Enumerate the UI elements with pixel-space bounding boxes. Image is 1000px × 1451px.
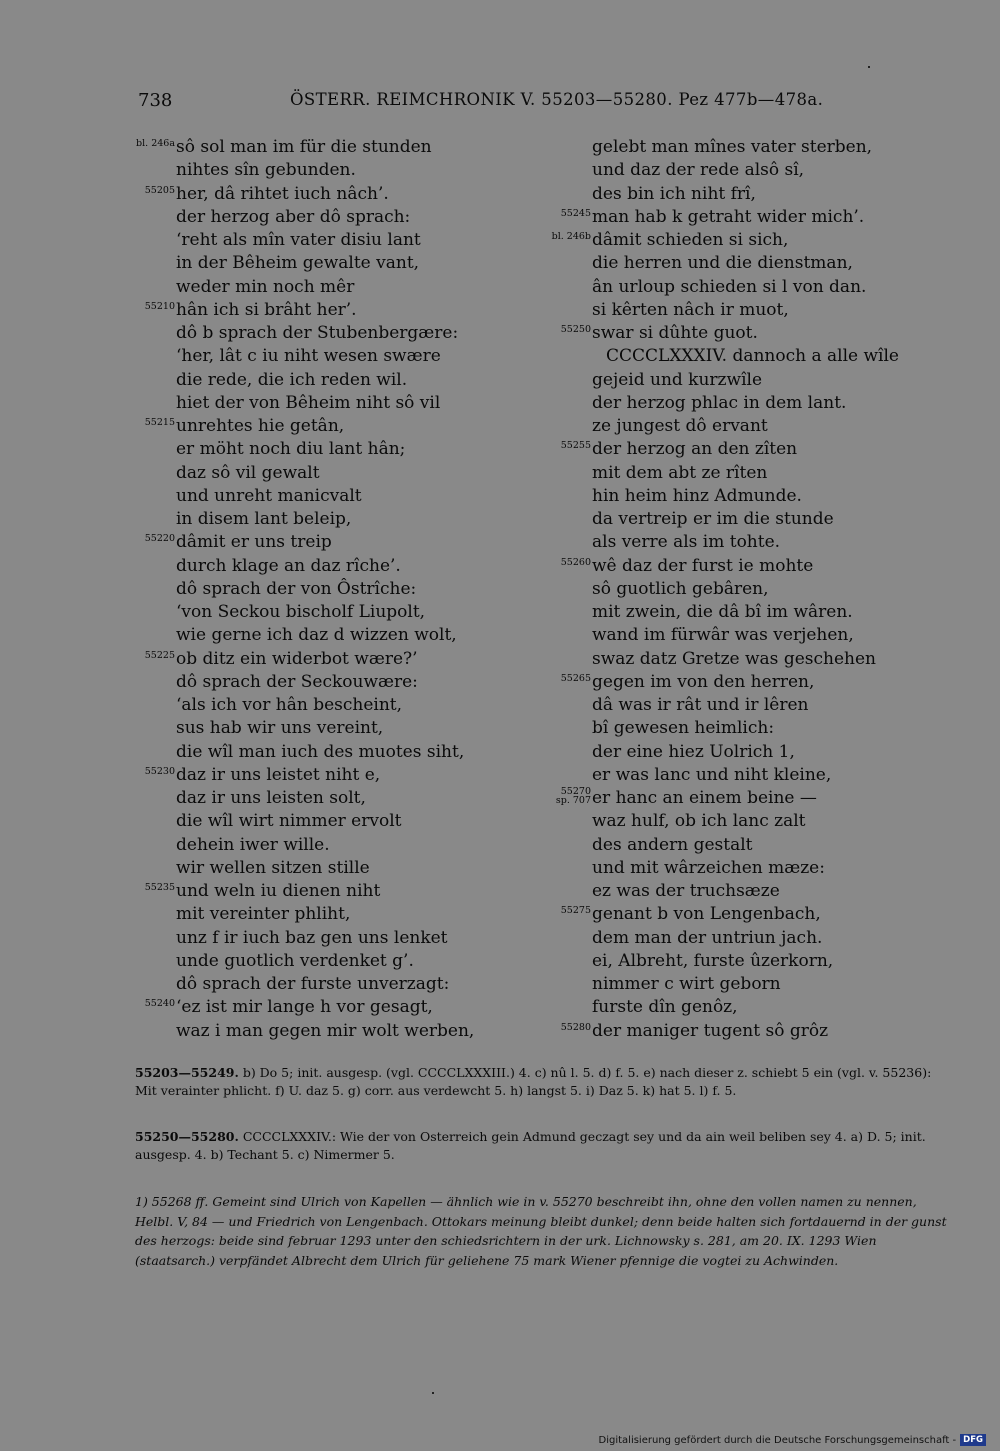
- verse-text: waz i man gegen mir wolt werben,: [176, 1020, 475, 1041]
- verse-text: waz hulf, ob ich lanc zalt: [592, 811, 806, 832]
- verse-line: [144, 996, 474, 1019]
- verse-line: [592, 531, 899, 554]
- verse-text: wê daz der furst ie mohte: [592, 555, 814, 576]
- verse-text: die herren und die dienstman,: [592, 253, 853, 274]
- verse-text: ‘reht als mîn vater disiu lant: [176, 230, 421, 250]
- verse-text: er möht noch diu lant hân;: [176, 439, 406, 460]
- verse-text: in disem lant beleip,: [176, 509, 352, 529]
- verse-text: da vertreip er im die stunde: [592, 509, 834, 529]
- verse-text: der maniger tugent sô grôz: [592, 1020, 829, 1041]
- page-number: 738: [138, 90, 173, 111]
- verse-text: unde guotlich verdenket g’.: [176, 950, 414, 971]
- verse-line: [592, 996, 899, 1019]
- verse-line: [176, 485, 474, 508]
- verse-text: die wîl man iuch des muotes siht,: [176, 741, 465, 762]
- verse-text: und daz der rede alsô sî,: [592, 160, 805, 181]
- apparatus-1-label: 55203—55249.: [135, 1065, 239, 1080]
- line-number: 55250: [560, 324, 591, 335]
- verse-text: unz f ir iuch baz gen uns lenket: [176, 927, 448, 948]
- verse-text: swar si dûhte guot.: [592, 323, 758, 343]
- verse-line: [592, 183, 899, 206]
- apparatus-2-label: 55250—55280.: [135, 1129, 239, 1144]
- verse-line: [592, 717, 899, 740]
- verse-line: [176, 276, 474, 299]
- verse-text: dâ was ir rât und ir lêren: [592, 695, 809, 715]
- verse-text: dô sprach der von Ôstrîche:: [176, 578, 417, 599]
- verse-line: [176, 462, 474, 485]
- verse-text: weder min noch mêr: [176, 276, 355, 297]
- verse-line: [592, 648, 899, 671]
- verse-line: [176, 624, 474, 647]
- verse-text: ‘her, lât c iu niht wesen swære: [176, 346, 441, 367]
- verse-text: ‘von Seckou bischolf Liupolt,: [176, 602, 426, 622]
- verse-text: hin heim hinz Admunde.: [592, 485, 802, 506]
- line-number: 55240: [144, 998, 175, 1010]
- line-number: bl. 246b: [551, 231, 591, 242]
- scan-speck: [868, 66, 870, 68]
- verse-line: [176, 741, 474, 764]
- verse-line: [592, 694, 899, 717]
- verse-line: [176, 438, 474, 461]
- verse-line: [592, 136, 899, 159]
- verse-text: furste dîn genôz,: [592, 997, 738, 1018]
- verse-line: [592, 369, 899, 392]
- scan-speck: [432, 1392, 434, 1394]
- verse-line: [592, 810, 899, 833]
- line-number: 55245: [560, 207, 591, 219]
- verse-text: des bin ich niht frî,: [592, 183, 756, 204]
- verse-line: [592, 299, 899, 322]
- verse-text: der eine hiez Uolrich 1,: [592, 741, 795, 762]
- verse-line: [176, 694, 474, 717]
- verse-text: ân urloup schieden si l von dan.: [592, 276, 867, 297]
- verse-text: wie gerne ich daz d wizzen wolt,: [176, 625, 457, 646]
- apparatus-2-text: CCCCLXXXIV.: Wie der von Osterreich gein Admund geczagt sey und da ain weil beliben sey 4. a) D. 5; init. ausgesp. 4. b) Techant 5. c) Nimermer 5.: [135, 1129, 926, 1162]
- dfg-logo: DFG: [960, 1434, 986, 1446]
- verse-text: mit zwein, die dâ bî im wâren.: [592, 602, 853, 622]
- verse-text: er hanc an einem beine —: [592, 788, 817, 808]
- line-number: 55235: [144, 882, 175, 893]
- verse-line: [592, 462, 899, 485]
- verse-text: dehein iwer wille.: [176, 834, 330, 855]
- verse-line: [176, 322, 474, 345]
- verse-line: [144, 648, 474, 671]
- verse-text: als verre als im tohte.: [592, 532, 781, 553]
- verse-line: [176, 392, 474, 415]
- verse-text: sô guotlich gebâren,: [592, 578, 769, 599]
- verse-line: [176, 927, 474, 950]
- verse-line: [560, 555, 899, 578]
- verse-line: [592, 880, 899, 903]
- verse-line: [176, 950, 474, 973]
- line-number: 55275: [560, 905, 591, 917]
- line-number: 55225: [144, 649, 175, 661]
- line-number: 55210: [144, 300, 175, 312]
- verse-line: [551, 229, 899, 252]
- chapter-heading: [592, 345, 899, 368]
- apparatus-1-text: b) Do 5; init. ausgesp. (vgl. CCCCLXXXIII.) 4. c) nû l. 5. d) f. 5. e) nach dieser z. schiebt 5 ein (vgl. v. 55236): Mit verainter phlicht. f) U. daz 5. g) corr. aus verdewcht 5. h) langst 5. i) Daz 5. k) hat 5. l) f. 5.: [135, 1065, 932, 1098]
- verse-line: [560, 1020, 899, 1043]
- verse-text: ‘ez ist mir lange h vor gesagt,: [176, 997, 433, 1018]
- verse-text: mit dem abt ze rîten: [592, 462, 768, 483]
- verse-line: [592, 741, 899, 764]
- line-number: 55215: [144, 417, 175, 428]
- verse-line: [592, 508, 899, 531]
- verse-line: [176, 369, 474, 392]
- verse-line: [176, 601, 474, 624]
- verse-text: daz ir uns leisten solt,: [176, 788, 366, 808]
- verse-text: unrehtes hie getân,: [176, 416, 345, 436]
- verse-line: [176, 508, 474, 531]
- verse-text: si kêrten nâch ir muot,: [592, 299, 789, 320]
- verse-line: [144, 415, 474, 438]
- verse-line: [592, 624, 899, 647]
- line-number: 55265: [560, 672, 591, 684]
- verse-text: die wîl wirt nimmer ervolt: [176, 811, 402, 832]
- verse-text: des andern gestalt: [592, 834, 753, 855]
- verse-text: gejeid und kurzwîle: [592, 369, 762, 390]
- verse-text: gegen im von den herren,: [592, 671, 815, 692]
- verse-text: gelebt man mînes vater sterben,: [592, 137, 873, 157]
- verse-text: genant b von Lengenbach,: [592, 904, 821, 925]
- footer-credit: [599, 1434, 986, 1446]
- verse-line: [176, 834, 474, 857]
- running-header: [0, 90, 1000, 116]
- verse-text: dô b sprach der Stubenbergære:: [176, 323, 459, 343]
- verse-line: [592, 252, 899, 275]
- left-verse-column: [136, 136, 475, 1043]
- line-number: bl. 246a: [136, 138, 175, 149]
- verse-line: [560, 438, 899, 461]
- verse-line: [136, 136, 474, 159]
- verse-text: dô sprach der Seckouwære:: [176, 671, 418, 692]
- verse-line: [592, 857, 899, 880]
- verse-text: daz sô vil gewalt: [176, 462, 320, 483]
- verse-text: ‘als ich vor hân bescheint,: [176, 695, 403, 715]
- verse-text: mit vereinter phliht,: [176, 904, 351, 925]
- verse-line: [592, 973, 899, 996]
- verse-text: er was lanc und niht kleine,: [592, 764, 832, 785]
- verse-text: dô sprach der furste unverzagt:: [176, 974, 450, 994]
- verse-text: man hab k getraht wider mich’.: [592, 206, 865, 227]
- verse-text: der herzog phlac in dem lant.: [592, 392, 847, 413]
- verse-line: [176, 252, 474, 275]
- verse-line: [560, 671, 899, 694]
- line-number: 55220: [144, 533, 175, 545]
- line-number: 55205: [144, 184, 175, 196]
- apparatus-2: [135, 1128, 947, 1164]
- verse-text: sô sol man im für die stunden: [176, 137, 432, 157]
- line-number: 55270 sp. 707: [555, 786, 591, 806]
- verse-line: [560, 206, 899, 229]
- verse-line: [176, 345, 474, 368]
- verse-line: [144, 880, 474, 903]
- verse-line: [592, 159, 899, 182]
- line-number: 55255: [560, 440, 591, 452]
- verse-text: und mit wârzeichen mæze:: [592, 857, 825, 878]
- verse-line: [176, 1020, 474, 1043]
- verse-text: daz ir uns leistet niht e,: [176, 764, 381, 785]
- verse-text: durch klage an daz rîche’.: [176, 555, 401, 576]
- verse-line: [592, 834, 899, 857]
- verse-line: [176, 671, 474, 694]
- verse-text: wand im fürwâr was verjehen,: [592, 625, 854, 646]
- verse-text: sus hab wir uns vereint,: [176, 718, 384, 739]
- verse-text: ob ditz ein widerbot wære?’: [176, 648, 418, 669]
- verse-text: und unreht manicvalt: [176, 485, 362, 506]
- verse-line: [592, 950, 899, 973]
- verse-text: hân ich si brâht her’.: [176, 299, 357, 320]
- verse-line: [176, 810, 474, 833]
- verse-line: [144, 531, 474, 554]
- footer-text: Digitalisierung gefördert durch die Deutsche Forschungsgemeinschaft -: [598, 1434, 957, 1446]
- verse-line: [592, 927, 899, 950]
- verse-line: [560, 903, 899, 926]
- verse-line: [592, 276, 899, 299]
- verse-line: [176, 787, 474, 810]
- verse-text: ez was der truchsæze: [592, 881, 780, 901]
- verse-text: ze jungest dô ervant: [592, 416, 768, 436]
- verse-line: [592, 578, 899, 601]
- running-title: ÖSTERR. REIMCHRONIK V. 55203—55280. Pez 477b—478a.: [290, 90, 824, 109]
- footnote: 1) 55268 ff. Gemeint sind Ulrich von Kapellen — ähnlich wie in v. 55270 beschreibt ihn, ohne den vollen namen zu nennen, Helbl. V, 84 — und Friedrich von Lengenbach. Ottokars meinung bleibt dunkel; denn beide halten sich fortdauernd in der gunst des herzogs: beide sind februar 1293 unter den schiedsrichtern in der urk. Lichnowsky s. 281, am 20. IX. 1293 Wien (staatsarch.) verpfändet Albrecht dem Ulrich für geliehene 75 mark Wiener pfennige die vogtei zu Achwinden.: [135, 1194, 947, 1268]
- verse-text: bî gewesen heimlich:: [592, 718, 775, 739]
- verse-line: [176, 206, 474, 229]
- verse-line: [176, 229, 474, 252]
- verse-line: [144, 764, 474, 787]
- verse-text: nimmer c wirt geborn: [592, 974, 781, 994]
- verse-text: dâmit schieden si sich,: [592, 230, 789, 250]
- line-number: 55230: [144, 765, 175, 777]
- verse-line: [176, 973, 474, 996]
- verse-text: ei, Albreht, furste ûzerkorn,: [592, 950, 834, 971]
- verse-text: der herzog an den zîten: [592, 439, 798, 460]
- verse-text: der herzog aber dô sprach:: [176, 206, 411, 227]
- verse-line: [592, 392, 899, 415]
- verse-line: [176, 159, 474, 182]
- verse-line: [592, 415, 899, 438]
- verse-line: [560, 322, 899, 345]
- verse-text: CCCCLXXXIV. dannoch a alle wîle: [606, 346, 899, 367]
- verse-line: [144, 299, 474, 322]
- verse-line: [144, 183, 474, 206]
- right-verse-column: [551, 136, 899, 1043]
- verse-text: und weln iu dienen niht: [176, 881, 381, 901]
- verse-text: swaz datz Gretze was geschehen: [592, 648, 876, 669]
- verse-line: [176, 857, 474, 880]
- verse-text: her, dâ rihtet iuch nâch’.: [176, 183, 389, 204]
- verse-line: [176, 717, 474, 740]
- verse-text: dâmit er uns treip: [176, 532, 332, 553]
- line-number: 55260: [560, 556, 591, 568]
- verse-line: [176, 555, 474, 578]
- verse-line: [592, 485, 899, 508]
- verse-text: die rede, die ich reden wil.: [176, 369, 408, 390]
- apparatus-1: [135, 1064, 947, 1100]
- line-number: 55280: [560, 1021, 591, 1033]
- verse-text: hiet der von Bêheim niht sô vil: [176, 392, 441, 413]
- verse-line: [592, 601, 899, 624]
- verse-text: in der Bêheim gewalte vant,: [176, 253, 420, 274]
- verse-text: nihtes sîn gebunden.: [176, 160, 356, 181]
- verse-line: [176, 903, 474, 926]
- verse-line: [592, 764, 899, 787]
- verse-line: [176, 578, 474, 601]
- verse-text: wir wellen sitzen stille: [176, 857, 370, 878]
- verse-line: [555, 786, 899, 810]
- verse-text: dem man der untriun jach.: [592, 927, 823, 948]
